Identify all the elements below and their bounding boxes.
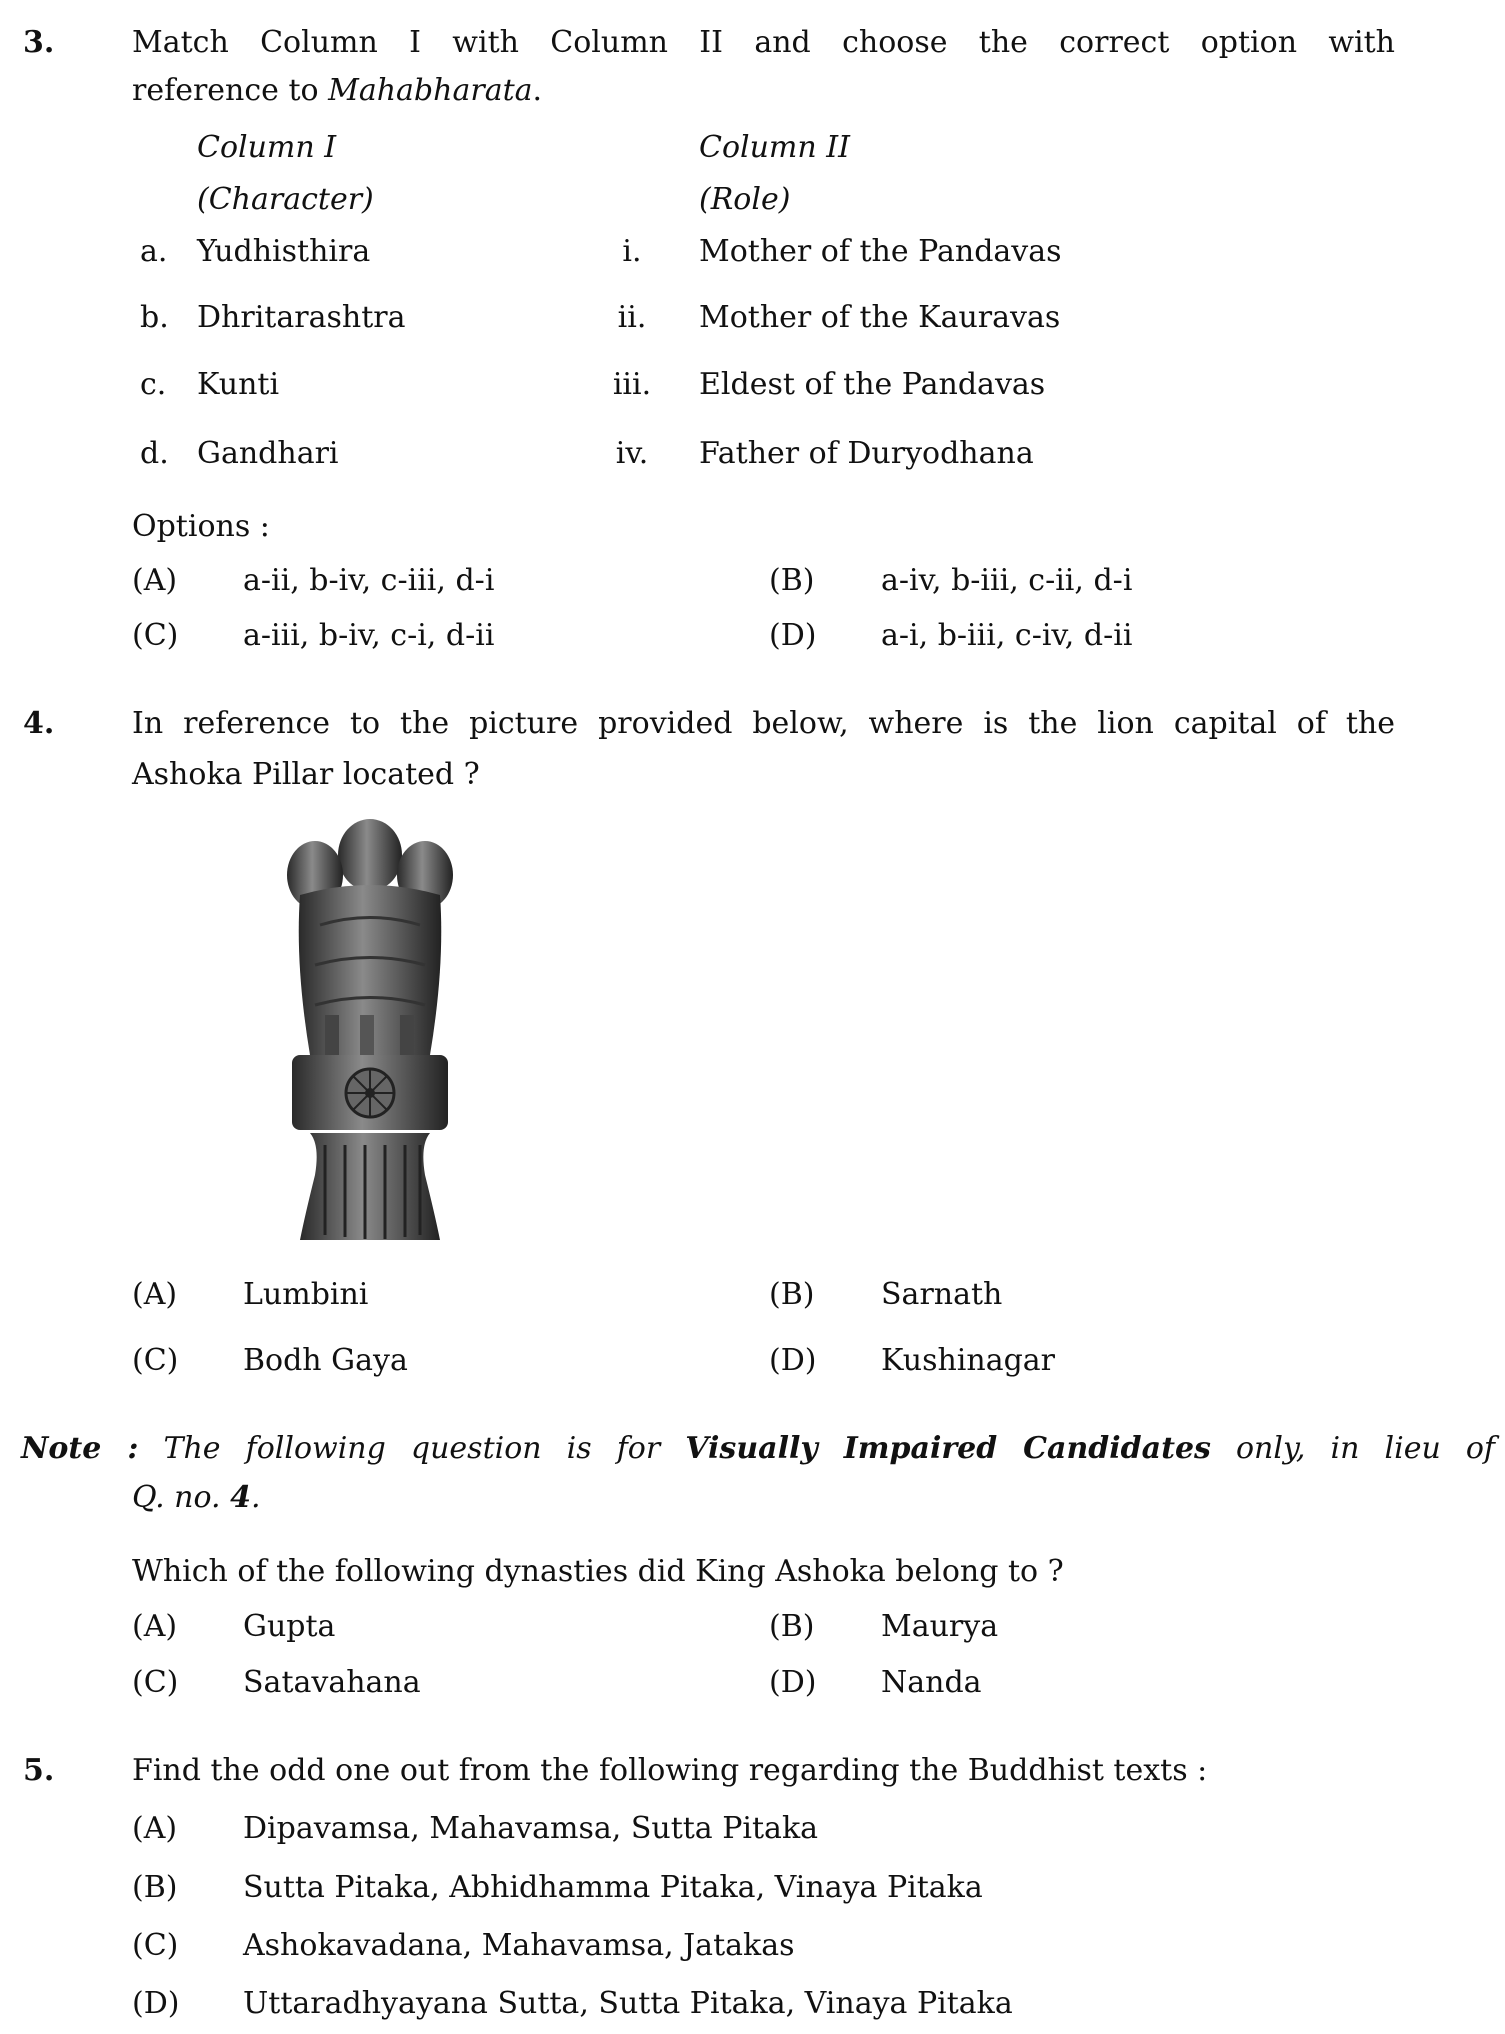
- note-qno-number: 4: [230, 1480, 251, 1515]
- option-label: (B): [769, 1609, 815, 1644]
- note-label: Note :: [21, 1431, 139, 1466]
- note-line2: [132, 1480, 261, 1516]
- role: Mother of the Pandavas: [699, 234, 1062, 269]
- option-text: Kushinagar: [881, 1343, 1056, 1378]
- note-line: [21, 1431, 1495, 1467]
- option-text: a-iv, b-iii, c-ii, d-i: [881, 563, 1133, 598]
- row-letter: d.: [140, 436, 169, 471]
- option-label: (C): [132, 618, 179, 653]
- stem-suffix: .: [532, 73, 543, 108]
- option-text: Maurya: [881, 1609, 999, 1644]
- option-text: Satavahana: [243, 1665, 421, 1700]
- role: Mother of the Kauravas: [699, 300, 1061, 335]
- option-label: (A): [132, 1811, 178, 1846]
- option-text: Dipavamsa, Mahavamsa, Sutta Pitaka: [243, 1811, 819, 1846]
- question-stem-line2: Ashoka Pillar located ?: [132, 757, 480, 792]
- character: Dhritarashtra: [197, 300, 406, 335]
- question-stem: Find the odd one out from the following regarding the Buddhist texts :: [132, 1753, 1208, 1788]
- option-label: (D): [769, 618, 817, 653]
- stem-text: reference to: [132, 73, 329, 108]
- question-stem: In reference to the picture provided below, where is the lion capital of the: [132, 706, 1395, 741]
- role: Eldest of the Pandavas: [699, 367, 1046, 402]
- option-label: (C): [132, 1928, 179, 1963]
- row-roman: ii.: [617, 300, 647, 335]
- ashoka-lion-capital-image: [270, 815, 470, 1247]
- row-letter: b.: [140, 300, 169, 335]
- column2-subheader: (Role): [699, 182, 791, 217]
- option-text: a-ii, b-iv, c-iii, d-i: [243, 563, 495, 598]
- options-label: Options :: [132, 509, 270, 544]
- column1-subheader: (Character): [197, 182, 374, 217]
- option-label: (A): [132, 1277, 178, 1312]
- note-text: The following question is for: [138, 1431, 686, 1466]
- row-roman: iv.: [615, 436, 649, 471]
- question-stem: Which of the following dynasties did King Ashoka belong to ?: [132, 1554, 1064, 1589]
- option-label: (C): [132, 1343, 179, 1378]
- option-label: (D): [769, 1343, 817, 1378]
- option-label: (A): [132, 1609, 178, 1644]
- question-number: 5.: [23, 1753, 55, 1788]
- option-text: a-iii, b-iv, c-i, d-ii: [243, 618, 495, 653]
- stem-italic: Mahabharata: [328, 73, 533, 108]
- row-letter: c.: [140, 367, 167, 402]
- row-roman: i.: [622, 234, 642, 269]
- option-text: Nanda: [881, 1665, 982, 1700]
- option-text: Uttaradhyayana Sutta, Sutta Pitaka, Vinaya Pitaka: [243, 1986, 1013, 2021]
- option-label: (D): [132, 1986, 180, 2021]
- question-stem: Match Column I with Column II and choose the correct option with: [132, 25, 1395, 60]
- option-text: Lumbini: [243, 1277, 369, 1312]
- option-text: Sutta Pitaka, Abhidhamma Pitaka, Vinaya Pitaka: [243, 1870, 983, 1905]
- question-number: 4.: [23, 706, 55, 741]
- option-label: (D): [769, 1665, 817, 1700]
- option-text: a-i, b-iii, c-iv, d-ii: [881, 618, 1133, 653]
- note-qno-suffix: .: [250, 1480, 261, 1515]
- option-text: Ashokavadana, Mahavamsa, Jatakas: [243, 1928, 795, 1963]
- column1-header: Column I: [197, 130, 337, 165]
- column2-header: Column II: [699, 130, 850, 165]
- row-roman: iii.: [612, 367, 652, 402]
- option-text: Bodh Gaya: [243, 1343, 408, 1378]
- option-label: (C): [132, 1665, 179, 1700]
- option-label: (A): [132, 563, 178, 598]
- row-letter: a.: [140, 234, 168, 269]
- option-label: (B): [132, 1870, 178, 1905]
- note-text2: only, in lieu of: [1210, 1431, 1495, 1466]
- role: Father of Duryodhana: [699, 436, 1034, 471]
- note-bold: Visually Impaired Candidates: [685, 1431, 1211, 1466]
- question-stem-line2: [132, 73, 542, 109]
- character: Kunti: [197, 367, 280, 402]
- option-label: (B): [769, 1277, 815, 1312]
- character: Gandhari: [197, 436, 339, 471]
- option-text: Gupta: [243, 1609, 336, 1644]
- note-qno: Q. no.: [132, 1480, 231, 1515]
- question-number: 3.: [23, 25, 55, 60]
- option-label: (B): [769, 563, 815, 598]
- character: Yudhisthira: [197, 234, 371, 269]
- option-text: Sarnath: [881, 1277, 1003, 1312]
